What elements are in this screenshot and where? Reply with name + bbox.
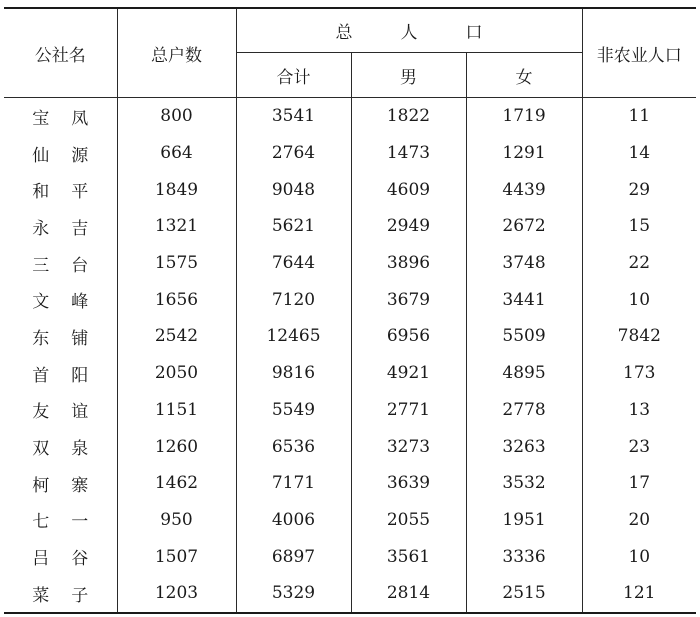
table-row [4,208,696,245]
commune-name-cell [4,135,117,172]
table-row [4,392,696,429]
table-row [4,245,696,282]
total-population-cell: 9048 [236,171,351,208]
commune-name-char-2: 泉 [71,439,89,460]
total-population-cell: 9816 [236,355,351,392]
households-cell: 950 [117,502,236,539]
header-total: 合计 [236,53,351,98]
total-population-cell: 6536 [236,428,351,465]
households-cell: 1321 [117,208,236,245]
table-row [4,428,696,465]
total-population-cell: 12465 [236,318,351,355]
table-body [4,98,696,613]
total-population-cell: 6897 [236,538,351,575]
table-row [4,502,696,539]
commune-name-cell [4,208,117,245]
male-population-cell: 3273 [351,428,466,465]
non-agricultural-cell: 13 [582,392,696,429]
commune-name-char-2: 一 [71,512,89,533]
commune-name-char-1: 吕 [32,549,50,570]
header-commune: 公社名 [4,8,117,98]
female-population-cell: 3336 [466,538,582,575]
total-population-cell: 7644 [236,245,351,282]
table-row [4,281,696,318]
commune-name-char-1: 和 [32,182,50,203]
commune-name-char-1: 仙 [32,145,50,166]
commune-name-cell [4,428,117,465]
total-population-cell: 3541 [236,98,351,135]
commune-name-cell [4,502,117,539]
households-cell: 2542 [117,318,236,355]
male-population-cell: 4921 [351,355,466,392]
commune-name-char-1: 三 [32,255,50,276]
table-row [4,98,696,135]
commune-name-cell [4,465,117,502]
male-population-cell: 2771 [351,392,466,429]
table-row [4,575,696,613]
commune-name-char-1: 柯 [32,475,50,496]
households-cell: 1260 [117,428,236,465]
households-cell: 1575 [117,245,236,282]
female-population-cell: 1291 [466,135,582,172]
non-agricultural-cell: 29 [582,171,696,208]
commune-name-char-1: 永 [32,218,50,239]
commune-name-char-1: 双 [32,439,50,460]
commune-name-cell [4,171,117,208]
male-population-cell: 2949 [351,208,466,245]
non-agricultural-cell: 173 [582,355,696,392]
non-agricultural-cell: 15 [582,208,696,245]
female-population-cell: 3532 [466,465,582,502]
table-row [4,465,696,502]
commune-name-char-1: 菜 [32,585,50,606]
female-population-cell: 2515 [466,575,582,613]
commune-name-char-2: 子 [71,585,89,606]
non-agricultural-cell: 22 [582,245,696,282]
male-population-cell: 1822 [351,98,466,135]
commune-name-cell [4,575,117,613]
non-agricultural-cell: 7842 [582,318,696,355]
female-population-cell: 3263 [466,428,582,465]
table-row [4,171,696,208]
commune-name-char-2: 源 [71,145,89,166]
non-agricultural-cell: 20 [582,502,696,539]
commune-name-char-1: 文 [32,292,50,313]
commune-name-char-2: 谷 [71,549,89,570]
commune-name-char-2: 谊 [71,402,89,423]
male-population-cell: 3896 [351,245,466,282]
households-cell: 2050 [117,355,236,392]
male-population-cell: 3639 [351,465,466,502]
total-population-cell: 7120 [236,281,351,318]
commune-name-char-1: 宝 [32,108,50,129]
non-agricultural-cell: 10 [582,281,696,318]
commune-name-char-2: 铺 [71,328,89,349]
male-population-cell: 6956 [351,318,466,355]
households-cell: 800 [117,98,236,135]
total-population-cell: 5329 [236,575,351,613]
header-total-population-char-1: 总 [335,23,353,43]
male-population-cell: 3561 [351,538,466,575]
total-population-cell: 7171 [236,465,351,502]
header-households: 总户数 [117,8,236,98]
table-row [4,355,696,392]
header-total-population [236,8,582,53]
header-non-agricultural: 非农业人口 [582,8,696,98]
commune-name-char-2: 凤 [71,108,89,129]
households-cell: 1507 [117,538,236,575]
commune-name-char-2: 吉 [71,218,89,239]
total-population-cell: 5621 [236,208,351,245]
header-total-population-char-2: 人 [400,23,418,43]
households-cell: 664 [117,135,236,172]
commune-name-char-2: 平 [71,182,89,203]
non-agricultural-cell: 121 [582,575,696,613]
table-row [4,135,696,172]
header-male: 男 [351,53,466,98]
table-header [4,8,696,98]
female-population-cell: 3748 [466,245,582,282]
female-population-cell: 1951 [466,502,582,539]
header-female: 女 [466,53,582,98]
commune-name-char-2: 峰 [71,292,89,313]
commune-name-char-1: 七 [32,512,50,533]
non-agricultural-cell: 17 [582,465,696,502]
male-population-cell: 2055 [351,502,466,539]
commune-name-cell [4,281,117,318]
commune-name-char-2: 寨 [71,475,89,496]
female-population-cell: 1719 [466,98,582,135]
households-cell: 1849 [117,171,236,208]
female-population-cell: 5509 [466,318,582,355]
commune-name-char-1: 首 [32,365,50,386]
commune-name-char-1: 东 [32,328,50,349]
female-population-cell: 4439 [466,171,582,208]
total-population-cell: 5549 [236,392,351,429]
male-population-cell: 3679 [351,281,466,318]
table-row [4,318,696,355]
households-cell: 1656 [117,281,236,318]
commune-name-cell [4,355,117,392]
non-agricultural-cell: 14 [582,135,696,172]
non-agricultural-cell: 10 [582,538,696,575]
commune-name-char-1: 友 [32,402,50,423]
male-population-cell: 4609 [351,171,466,208]
commune-name-cell [4,392,117,429]
households-cell: 1462 [117,465,236,502]
table-row [4,538,696,575]
male-population-cell: 1473 [351,135,466,172]
commune-name-cell [4,318,117,355]
commune-name-cell [4,538,117,575]
total-population-cell: 4006 [236,502,351,539]
header-total-population-char-3: 口 [465,23,483,43]
non-agricultural-cell: 23 [582,428,696,465]
male-population-cell: 2814 [351,575,466,613]
female-population-cell: 4895 [466,355,582,392]
households-cell: 1203 [117,575,236,613]
non-agricultural-cell: 11 [582,98,696,135]
commune-name-char-2: 台 [71,255,89,276]
commune-name-cell [4,98,117,135]
commune-name-cell [4,245,117,282]
female-population-cell: 2672 [466,208,582,245]
households-cell: 1151 [117,392,236,429]
female-population-cell: 3441 [466,281,582,318]
female-population-cell: 2778 [466,392,582,429]
total-population-cell: 2764 [236,135,351,172]
commune-name-char-2: 阳 [71,365,89,386]
population-table [4,7,696,614]
